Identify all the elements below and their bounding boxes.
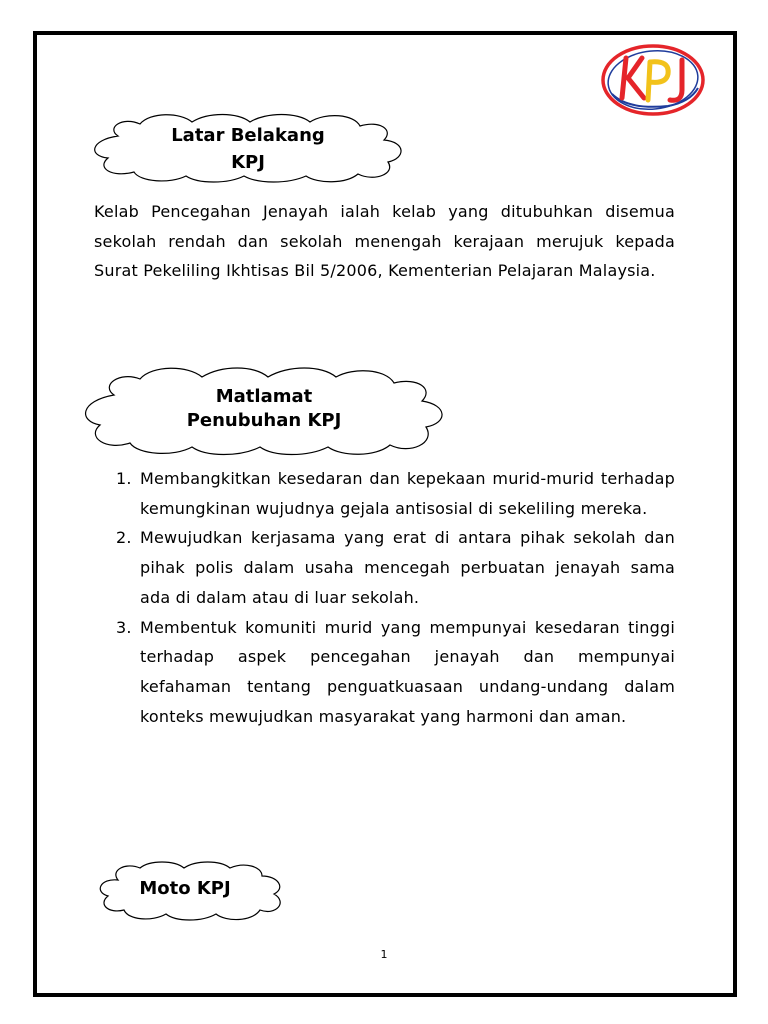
list-item (94, 464, 675, 523)
goals-heading-line1: Matlamat (215, 386, 313, 407)
logo-text: KPJ (598, 40, 600, 41)
background-paragraph: Kelab Pencegahan Jenayah ialah kelab yang ditubuhkan disemua sekolah rendah dan sekolah menengah kerajaan merujuk kepada Surat Pekeliling Ikhtisas Bil 5/2006, Kementerian Pelajaran Malaysia. (94, 202, 675, 280)
background-heading-cloud (88, 112, 408, 184)
kpj-logo-icon (598, 40, 708, 120)
kpj-logo (598, 40, 708, 120)
list-item-number: 1. (116, 469, 132, 488)
list-item-text: Mewujudkan kerjasama yang erat di antara pihak sekolah dan pihak polis dalam usaha mencegah perbuatan jenayah sama ada di dalam atau di luar sekolah. (140, 528, 675, 607)
list-item-text: Membentuk komuniti murid yang mempunyai kesedaran tinggi terhadap aspek pencegahan jenayah dan mempunyai kefahaman tentang penguatkuasaan undang-undang dalam konteks mewujudkan masyarakat yang harmoni dan aman. (140, 617, 675, 726)
motto-heading-cloud (96, 860, 286, 922)
list-item-text: Membangkitkan kesedaran dan kepekaan murid-murid terhadap kemungkinan wujudnya gejala antisosial di sekeliling mereka. (140, 469, 675, 518)
goals-list (94, 464, 675, 731)
goals-heading-cloud (78, 365, 450, 457)
list-item-number: 3. (116, 617, 132, 637)
list-item (94, 613, 675, 732)
background-heading-line2: KPJ (231, 152, 265, 172)
list-item-number: 2. (116, 528, 132, 548)
background-heading-line1: Latar Belakang (171, 125, 325, 146)
page-number: 1 (380, 948, 388, 961)
goals-heading-line2: Penubuhan KPJ (186, 410, 342, 431)
list-item (94, 523, 675, 612)
motto-heading: Moto KPJ (139, 878, 231, 899)
